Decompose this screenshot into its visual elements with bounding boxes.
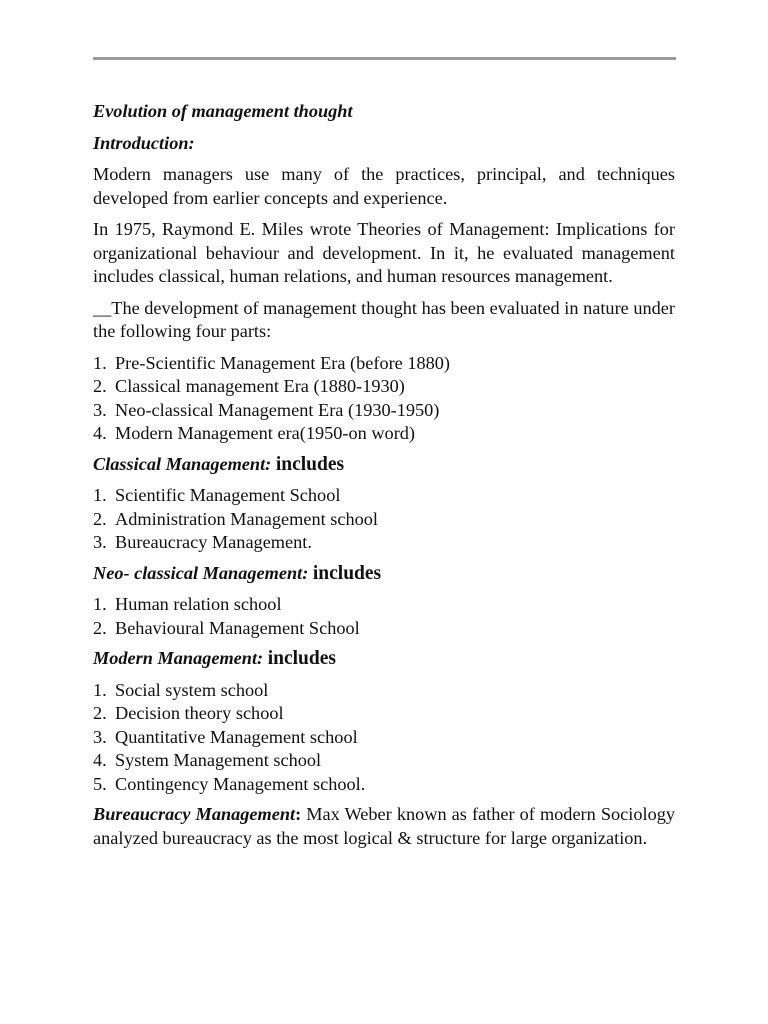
modern-list xyxy=(93,679,675,797)
list-item: 3. Bureaucracy Management. xyxy=(93,532,312,552)
introduction-heading: Introduction: xyxy=(93,132,195,153)
list-item: 1. Human relation school xyxy=(93,594,282,614)
list-item: 1. Social system school xyxy=(93,679,269,700)
intro-paragraph-1: Modern managers use many of the practices, principal, and techniques developed from earlier concepts and experience. xyxy=(93,164,675,208)
list-item: 2. Behavioural Management School xyxy=(93,617,360,638)
eras-list xyxy=(93,352,675,446)
list-item: 3. Neo-classical Management Era (1930-1950) xyxy=(93,399,440,420)
list-item: 1. Scientific Management School xyxy=(93,485,341,505)
top-rule xyxy=(93,57,676,60)
classical-heading: Classical Management: includes xyxy=(93,453,345,475)
list-item: 2. Classical management Era (1880-1930) xyxy=(93,376,405,396)
intro-paragraph-3: __The development of management thought has been evaluated in nature under the following four parts: xyxy=(93,297,675,341)
list-item: 2. Decision theory school xyxy=(93,703,284,723)
list-item: 4. Modern Management era(1950-on word) xyxy=(93,423,416,443)
modern-heading: Modern Management: includes xyxy=(93,648,336,669)
bureaucracy-paragraph: Bureaucracy Management: Max Weber known as father of modern Sociology analyzed bureaucracy as the most logical & structure for large organization. xyxy=(93,804,675,848)
list-item: 1. Pre-Scientific Management Era (before 1880) xyxy=(93,352,451,373)
bureaucracy-label: Bureaucracy Management xyxy=(93,804,296,824)
list-item: 3. Quantitative Management school xyxy=(93,726,358,747)
list-item: 2. Administration Management school xyxy=(93,508,378,529)
classical-list xyxy=(93,484,675,555)
document-content xyxy=(93,100,675,858)
neo-classical-list xyxy=(93,593,675,640)
document-title: Evolution of management thought xyxy=(93,101,353,121)
list-item: 5. Contingency Management school. xyxy=(93,773,366,794)
list-item: 4. System Management school xyxy=(93,750,322,770)
neo-classical-heading: Neo- classical Management: includes xyxy=(93,562,382,584)
intro-paragraph-2: In 1975, Raymond E. Miles wrote Theories of Management: Implications for organizational behaviour and development. In it, he evaluated management includes classical, human relations, and human resources management. xyxy=(93,219,675,286)
